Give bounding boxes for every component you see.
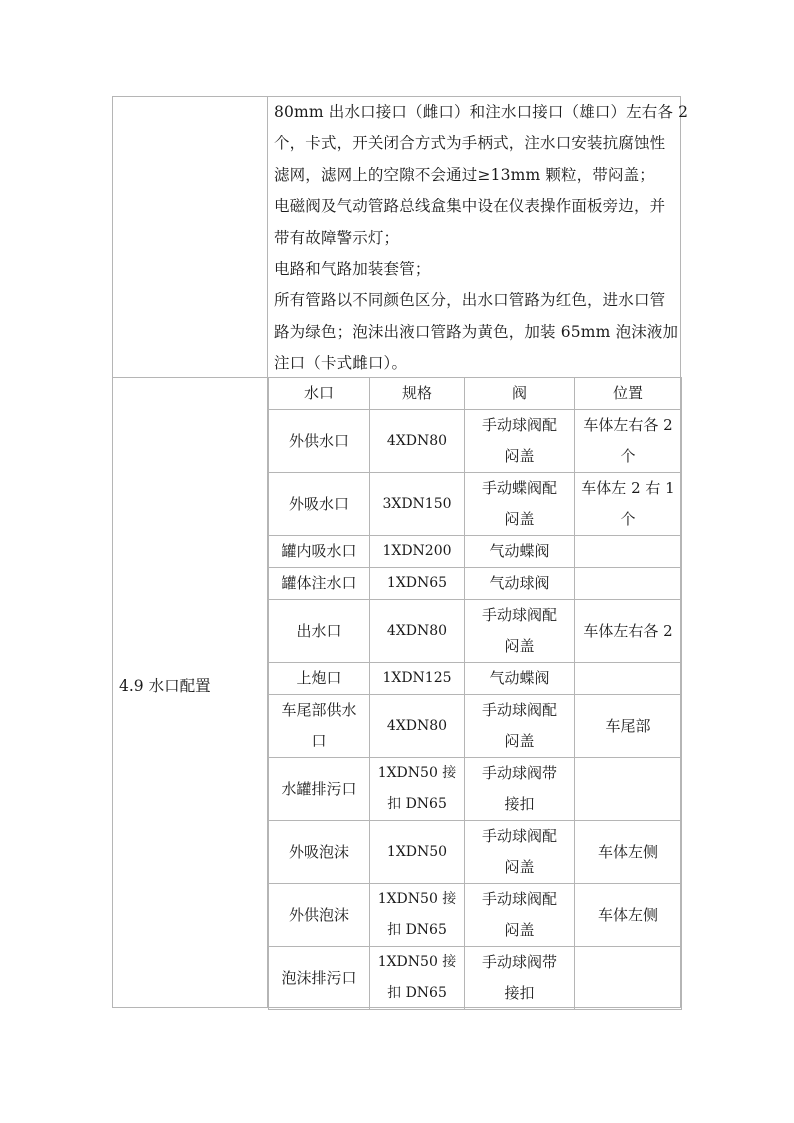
valve-line: 接扣 bbox=[504, 984, 535, 1002]
port-valve bbox=[465, 884, 575, 947]
port-valve bbox=[465, 695, 575, 758]
valve-line: 闷盖 bbox=[504, 447, 535, 465]
port-name-text: 车尾部供水口 bbox=[281, 701, 357, 750]
port-spec-text: 1XDN50 接扣 DN65 bbox=[377, 891, 457, 938]
text-line: 滤网，滤网上的空隙不会通过≥13mm 颗粒，带闷盖； bbox=[274, 165, 655, 184]
text-line: 电路和气路加装套管； bbox=[274, 259, 431, 278]
valve-line: 闷盖 bbox=[504, 637, 535, 655]
table-row bbox=[269, 663, 682, 695]
valve-line: 手动球阀配 bbox=[481, 701, 557, 719]
valve-line: 手动球阀配 bbox=[481, 890, 557, 908]
table-row bbox=[269, 473, 682, 536]
port-name: 外吸泡沫 bbox=[269, 821, 370, 884]
section-label: 4.9 水口配置 bbox=[119, 677, 211, 695]
port-position bbox=[575, 536, 682, 568]
port-position bbox=[575, 473, 682, 536]
text-line: 注口（卡式雌口）。 bbox=[274, 354, 408, 373]
port-name: 外供水口 bbox=[269, 410, 370, 473]
port-spec bbox=[370, 758, 465, 821]
valve-line: 手动球阀配 bbox=[481, 606, 557, 624]
port-spec: 1XDN50 bbox=[370, 821, 465, 884]
text-line: 所有管路以不同颜色区分，出水口管路为红色，进水口管 bbox=[274, 291, 666, 310]
position-line: 个 bbox=[620, 510, 636, 528]
port-position bbox=[575, 410, 682, 473]
port-valve bbox=[465, 473, 575, 536]
position-line: 个 bbox=[620, 447, 636, 465]
position-line: 车体左 2 右 1 bbox=[581, 479, 675, 497]
table-row bbox=[269, 695, 682, 758]
port-name: 外吸水口 bbox=[269, 473, 370, 536]
valve-line: 闷盖 bbox=[504, 510, 535, 528]
port-spec-text: 1XDN50 接扣 DN65 bbox=[377, 765, 457, 812]
water-port-section-row bbox=[112, 377, 681, 1008]
port-valve bbox=[465, 758, 575, 821]
port-spec: 1XDN65 bbox=[370, 568, 465, 600]
valve-line: 手动球阀配 bbox=[481, 827, 557, 845]
valve-line: 闷盖 bbox=[504, 921, 535, 939]
port-valve bbox=[465, 600, 575, 663]
text-line: 带有故障警示灯； bbox=[274, 228, 400, 247]
port-name: 泡沫排污口 bbox=[269, 947, 370, 1010]
port-spec bbox=[370, 884, 465, 947]
table-row bbox=[269, 410, 682, 473]
port-name bbox=[269, 695, 370, 758]
section-label-cell bbox=[113, 378, 268, 1007]
valve-line: 接扣 bbox=[504, 795, 535, 813]
table-row bbox=[269, 758, 682, 821]
port-position bbox=[575, 758, 682, 821]
port-spec: 4XDN80 bbox=[370, 410, 465, 473]
port-valve bbox=[465, 947, 575, 1010]
port-valve bbox=[465, 821, 575, 884]
port-name: 罐内吸水口 bbox=[269, 536, 370, 568]
table-row bbox=[269, 884, 682, 947]
header-port: 水口 bbox=[269, 378, 370, 410]
text-line: 80mm 出水口接口（雌口）和注水口接口（雄口）左右各 2 bbox=[274, 103, 689, 121]
port-spec: 1XDN125 bbox=[370, 663, 465, 695]
port-name: 水罐排污口 bbox=[269, 758, 370, 821]
table-row bbox=[269, 947, 682, 1010]
valve-line: 手动球阀带 bbox=[481, 953, 557, 971]
port-name: 罐体注水口 bbox=[269, 568, 370, 600]
port-spec bbox=[370, 947, 465, 1010]
port-valve bbox=[465, 410, 575, 473]
text-line: 电磁阀及气动管路总线盒集中设在仪表操作面板旁边，并 bbox=[274, 197, 666, 216]
valve-line: 手动蝶阀配 bbox=[481, 479, 557, 497]
position-line: 车体左右各 2 bbox=[583, 416, 673, 434]
table-row bbox=[269, 568, 682, 600]
text-line: 个，卡式，开关闭合方式为手柄式，注水口安装抗腐蚀性 bbox=[274, 134, 666, 153]
table-row bbox=[269, 536, 682, 568]
port-position: 车尾部 bbox=[575, 695, 682, 758]
port-valve: 气动球阀 bbox=[465, 568, 575, 600]
header-position: 位置 bbox=[575, 378, 682, 410]
column-divider bbox=[267, 97, 268, 378]
port-position: 车体左侧 bbox=[575, 821, 682, 884]
port-valve: 气动蝶阀 bbox=[465, 536, 575, 568]
continuation-text bbox=[274, 97, 689, 380]
table-header-row bbox=[269, 378, 682, 410]
water-port-table bbox=[268, 377, 682, 1010]
port-spec: 1XDN200 bbox=[370, 536, 465, 568]
port-position bbox=[575, 663, 682, 695]
valve-line: 闷盖 bbox=[504, 858, 535, 876]
port-spec: 3XDN150 bbox=[370, 473, 465, 536]
port-name: 出水口 bbox=[269, 600, 370, 663]
table-row bbox=[269, 821, 682, 884]
valve-line: 闷盖 bbox=[504, 732, 535, 750]
port-valve: 气动蝶阀 bbox=[465, 663, 575, 695]
port-spec-text: 1XDN50 接扣 DN65 bbox=[377, 954, 457, 1001]
spec-table-continuation-row bbox=[112, 96, 689, 378]
header-valve: 阀 bbox=[465, 378, 575, 410]
table-row bbox=[269, 600, 682, 663]
valve-line: 手动球阀配 bbox=[481, 416, 557, 434]
port-position: 车体左右各 2 bbox=[575, 600, 682, 663]
port-position: 车体左侧 bbox=[575, 884, 682, 947]
port-position bbox=[575, 947, 682, 1010]
port-name: 外供泡沫 bbox=[269, 884, 370, 947]
port-position bbox=[575, 568, 682, 600]
text-line: 路为绿色；泡沫出液口管路为黄色，加装 65mm 泡沫液加 bbox=[274, 322, 679, 341]
port-spec: 4XDN80 bbox=[370, 695, 465, 758]
valve-line: 手动球阀带 bbox=[481, 764, 557, 782]
port-name: 上炮口 bbox=[269, 663, 370, 695]
header-spec: 规格 bbox=[370, 378, 465, 410]
port-spec: 4XDN80 bbox=[370, 600, 465, 663]
